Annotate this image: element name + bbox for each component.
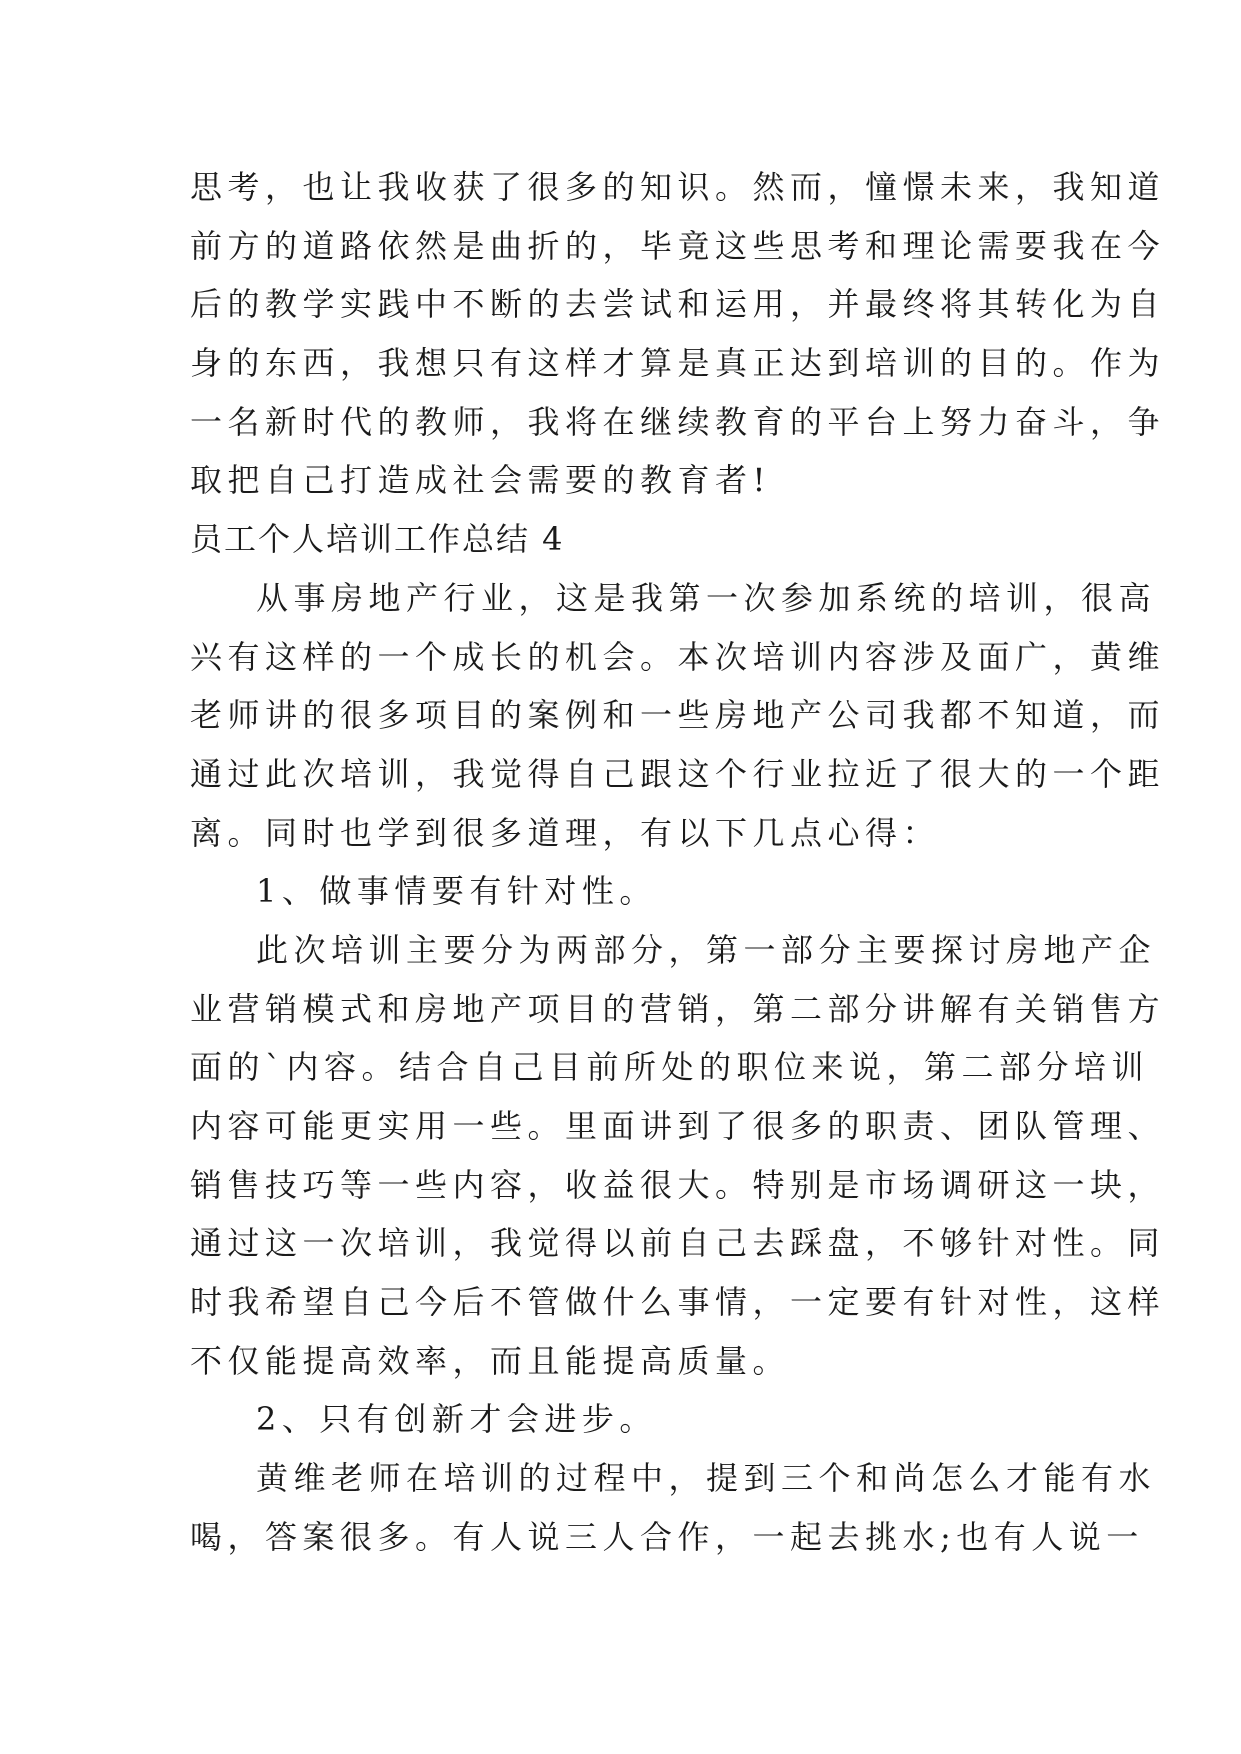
- list-point: 1、做事情要有针对性。: [256, 872, 657, 911]
- text-line: 离。同时也学到很多道理，有以下几点心得：: [190, 813, 941, 852]
- text-line: 通过此次培训，我觉得自己跟这个行业拉近了很大的一个距: [190, 754, 1166, 793]
- text-line: 取把自己打造成社会需要的教育者!: [190, 461, 771, 500]
- text-line: 不仅能提高效率，而且能提高质量。: [190, 1341, 791, 1380]
- text-line: 兴有这样的一个成长的机会。本次培训内容涉及面广，黄维: [190, 637, 1166, 676]
- text-line: 一名新时代的教师，我将在继续教育的平台上努力奋斗，争: [190, 402, 1166, 441]
- document-page: [190, 158, 1166, 1567]
- text-line: 后的教学实践中不断的去尝试和运用，并最终将其转化为自: [190, 285, 1166, 324]
- text-line: 时我希望自己今后不管做什么事情，一定要有针对性，这样: [190, 1283, 1166, 1322]
- text-line: 喝，答案很多。有人说三人合作，一起去挑水;也有人说一: [190, 1517, 1144, 1556]
- list-point: 2、只有创新才会进步。: [256, 1400, 657, 1439]
- text-line: 身的东西，我想只有这样才算是真正达到培训的目的。作为: [190, 344, 1166, 383]
- section-heading: 员工个人培训工作总结 4: [190, 520, 565, 559]
- paragraph-first-line: 此次培训主要分为两部分，第一部分主要探讨房地产企: [256, 930, 1157, 969]
- text-line: 内容可能更实用一些。里面讲到了很多的职责、团队管理、: [190, 1107, 1166, 1145]
- text-line: 业营销模式和房地产项目的营销，第二部分讲解有关销售方: [190, 989, 1166, 1028]
- text-line: 前方的道路依然是曲折的，毕竟这些思考和理论需要我在今: [190, 226, 1166, 265]
- text-line: 通过这一次培训，我觉得以前自己去踩盘，不够针对性。同: [190, 1224, 1166, 1263]
- text-line: 老师讲的很多项目的案例和一些房地产公司我都不知道，而: [190, 696, 1166, 735]
- paragraph-first-line: 黄维老师在培训的过程中，提到三个和尚怎么才能有水: [256, 1459, 1157, 1498]
- text-line: 销售技巧等一些内容，收益很大。特别是市场调研这一块，: [190, 1165, 1166, 1204]
- text-line: 面的`内容。结合自己目前所处的职位来说，第二部分培训: [190, 1048, 1150, 1087]
- paragraph-first-line: 从事房地产行业，这是我第一次参加系统的培训，很高: [256, 578, 1157, 617]
- text-line: 思考，也让我收获了很多的知识。然而，憧憬未来，我知道: [190, 168, 1166, 206]
